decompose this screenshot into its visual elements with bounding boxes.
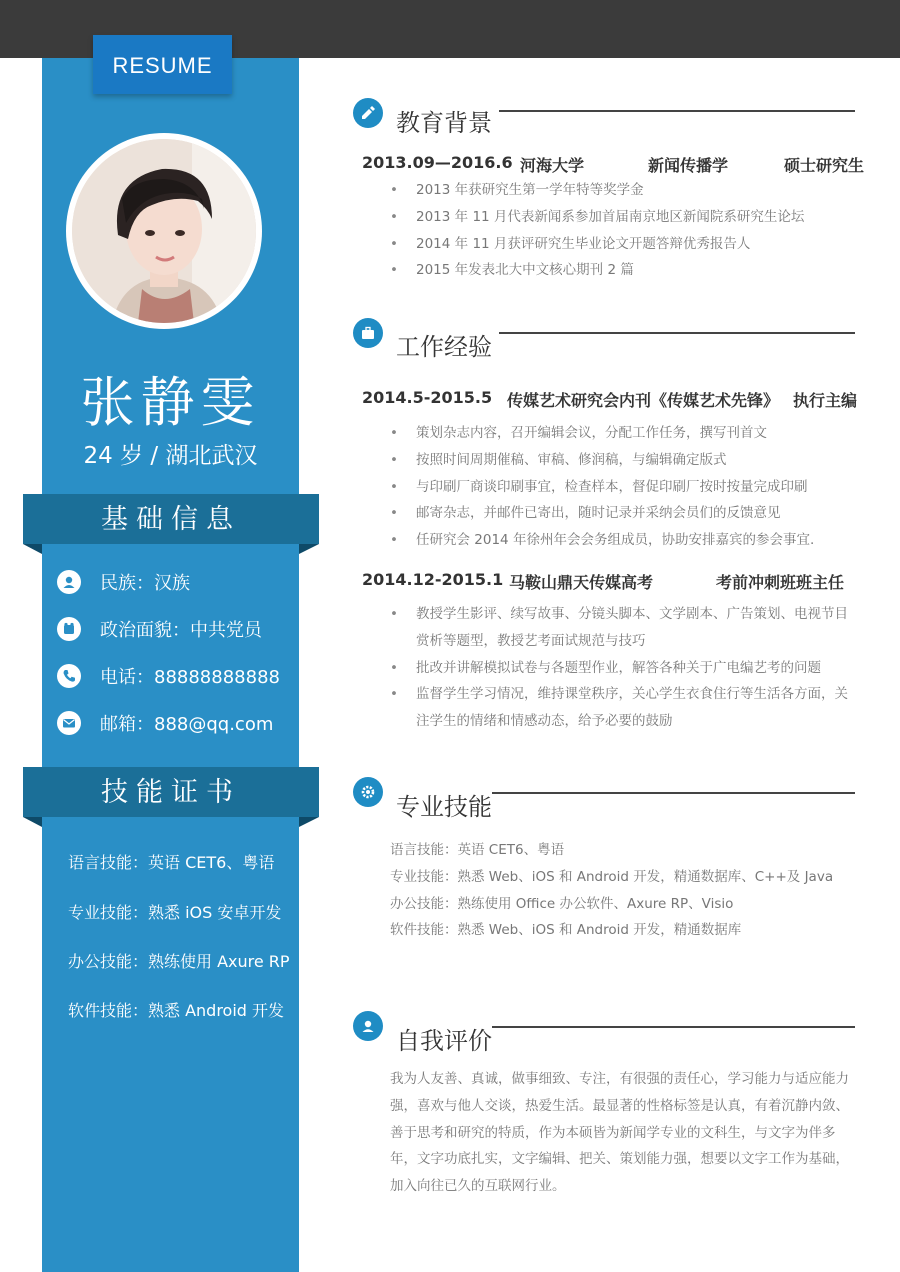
gear-icon [353, 777, 383, 807]
job-org: 马鞍山鼎天传媒高考 [509, 573, 654, 592]
education-degree: 硕士研究生 [784, 156, 865, 175]
job-duties-list [390, 601, 860, 735]
info-row-politics [57, 616, 262, 642]
info-phone: 电话：88888888888 [100, 667, 280, 688]
job-org: 传媒艺术研究会内刊《传媒艺术先锋》 [507, 391, 780, 410]
list-item: • 2014 年 11 月获评研究生毕业论文开题答辩优秀报告人 [390, 231, 860, 258]
resume-tag: RESUME [93, 35, 232, 94]
list-item: • 批改并讲解模拟试卷与各题型作业，解答各种关于广电编艺考的问题 [390, 655, 860, 682]
education-divider [499, 110, 855, 112]
work-title: 工作经验 [396, 333, 492, 361]
list-item: • 2013 年 11 月代表新闻系参加首届南京地区新闻院系研究生论坛 [390, 204, 860, 231]
education-major: 新闻传播学 [648, 156, 729, 175]
list-item: • 2015 年发表北大中文核心期刊 2 篇 [390, 257, 860, 284]
basic-info-ribbon: 基础信息 [23, 494, 319, 544]
profile-subtitle: 24 岁 / 湖北武汉 [83, 443, 258, 469]
paragraph-line: 我为人友善、真诚，做事细致、专注，有很强的责任心，学习能力与适应能力 [390, 1071, 849, 1087]
list-item: • 监督学生学习情况，维持课堂秩序，关心学生衣食住行等生活各方面，关注学生的情绪和情感动态，给予必要的鼓励 [390, 681, 860, 735]
avatar [66, 133, 262, 329]
phone-icon [57, 664, 81, 688]
education-title: 教育背景 [396, 109, 492, 137]
job-duties-list [390, 420, 860, 554]
group-icon [57, 617, 81, 641]
list-item: • 邮寄杂志，并邮件已寄出，随时记录并采纳会员们的反馈意见 [390, 500, 860, 527]
job-period: 2014.12-2015.1 [362, 570, 504, 589]
skills-divider [492, 792, 855, 794]
info-row-email [57, 710, 273, 736]
avatar-photo [72, 139, 256, 323]
info-row-phone [57, 663, 280, 689]
self-eval-divider [492, 1026, 855, 1028]
info-email: 邮箱：888@qq.com [100, 714, 274, 735]
mail-icon [57, 711, 81, 735]
person-icon [353, 1011, 383, 1041]
education-period: 2013.09—2016.6 [362, 153, 513, 172]
list-item: 办公技能：熟练使用 Office 办公软件、Axure RP、Visio [390, 895, 734, 912]
paragraph-line: 善于思考和研究的特质，作为本硕皆为新闻学专业的文科生，与文字为伴多 [390, 1124, 836, 1141]
list-item: • 任研究会 2014 年徐州年会会务组成员，协助安排嘉宾的参会事宜. [390, 527, 860, 554]
list-item: • 与印刷厂商谈印刷事宜，检查样本，督促印刷厂按时按量完成印刷 [390, 474, 860, 501]
job-role: 执行主编 [793, 391, 858, 410]
list-item: 语言技能：英语 CET6、粤语 [390, 842, 565, 858]
job-period: 2014.5-2015.5 [362, 388, 493, 407]
job-role: 考前冲刺班班主任 [716, 573, 845, 592]
list-item: • 2013 年获研究生第一学年特等奖学金 [390, 177, 860, 204]
certificates-ribbon: 技能证书 [23, 767, 319, 817]
list-item: 软件技能：熟悉 Web、iOS 和 Android 开发，精通数据库 [390, 922, 742, 939]
list-item: • 按照时间周期催稿、审稿、修润稿，与编辑确定版式 [390, 447, 860, 474]
info-ethnicity: 民族：汉族 [100, 573, 190, 594]
user-icon [57, 570, 81, 594]
paragraph-line: 年，文字功底扎实，文字编辑、把关、策划能力强，想要以文字工作为基础， [390, 1151, 849, 1168]
self-eval-text [390, 1066, 860, 1200]
list-item: • 策划杂志内容，召开编辑会议，分配工作任务，撰写刊首文 [390, 420, 860, 447]
profile-name: 张静雯 [80, 371, 261, 434]
work-divider [499, 332, 855, 334]
info-row-ethnicity [57, 569, 190, 595]
certificate-item: 语言技能：英语 CET6、粤语 [68, 853, 275, 872]
list-item: • 教授学生影评、续写故事、分镜头脚本、文学剧本、广告策划、电视节目赏析等题型，教授艺考面试规范与技巧 [390, 601, 860, 655]
certificate-item: 办公技能：熟练使用 Axure RP [68, 952, 290, 971]
self-eval-title: 自我评价 [396, 1027, 492, 1055]
paragraph-line: 加入向往已久的互联网行业。 [390, 1178, 566, 1195]
education-icon [353, 98, 383, 128]
skills-list [390, 837, 860, 944]
paragraph-line: 强，喜欢与他人交谈，热爱生活。最显著的性格标签是认真，有着沉静内敛、 [390, 1097, 849, 1114]
certificate-item: 软件技能：熟悉 Android 开发 [68, 1001, 285, 1020]
info-politics: 政治面貌：中共党员 [100, 620, 262, 641]
skills-title: 专业技能 [396, 793, 492, 821]
briefcase-icon [353, 318, 383, 348]
education-school: 河海大学 [520, 156, 585, 175]
list-item: 专业技能：熟悉 Web、iOS 和 Android 开发，精通数据库、C++及 Java [390, 868, 834, 885]
certificate-item: 专业技能：熟悉 iOS 安卓开发 [68, 903, 282, 922]
education-list [390, 177, 860, 284]
